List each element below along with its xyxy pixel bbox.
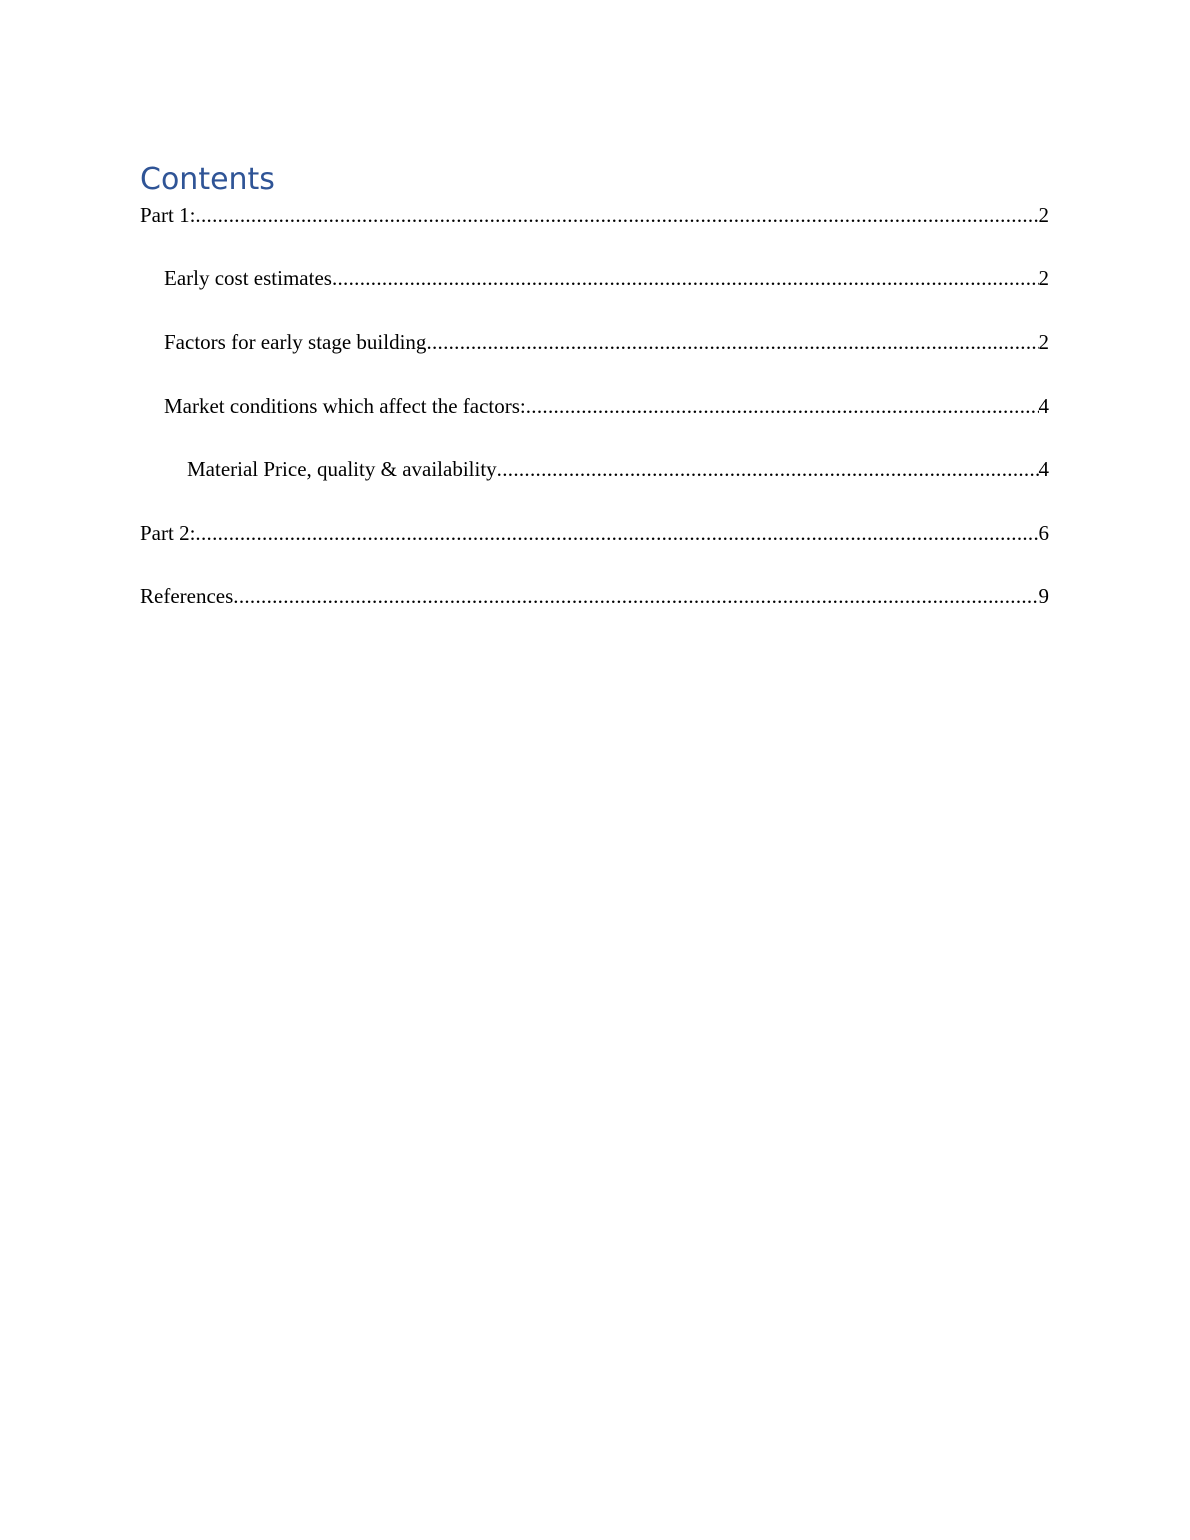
dot-leader — [526, 391, 1039, 421]
toc-entry-part-2[interactable] — [140, 518, 1049, 548]
dot-leader — [195, 518, 1038, 548]
toc-entry-label: Part 2: — [140, 521, 196, 545]
toc-entry-page-number: 9 — [1038, 584, 1049, 608]
toc-entry-part-1[interactable] — [140, 200, 1049, 230]
dot-leader — [233, 581, 1038, 611]
toc-entry-material-price[interactable] — [140, 454, 1049, 484]
toc-entry-page-number: 6 — [1038, 521, 1049, 545]
toc-entry-label: Material Price, quality & availability — [187, 457, 497, 481]
toc-entry-label: Part 1: — [140, 203, 196, 227]
dot-leader — [195, 200, 1038, 230]
dot-leader — [426, 327, 1038, 357]
toc-entry-label: Market conditions which affect the factors: — [164, 394, 526, 418]
toc-entry-page-number: 2 — [1038, 330, 1049, 354]
toc-entry-page-number: 4 — [1038, 457, 1049, 481]
toc-entry-page-number: 2 — [1038, 266, 1049, 290]
toc-entry-label: Early cost estimates — [164, 266, 332, 290]
toc-entry-factors-early-stage[interactable] — [140, 327, 1049, 357]
toc-entry-label: Factors for early stage building — [164, 330, 427, 354]
toc-entry-page-number: 4 — [1038, 394, 1049, 418]
dot-leader — [332, 263, 1039, 293]
toc-entry-label: References — [140, 584, 234, 608]
toc-entry-market-conditions[interactable] — [140, 391, 1049, 421]
dot-leader — [497, 454, 1039, 484]
toc-entry-page-number: 2 — [1038, 203, 1049, 227]
toc-entry-references[interactable] — [140, 581, 1049, 611]
toc-entry-early-cost-estimates[interactable] — [140, 263, 1049, 293]
toc-heading: Contents — [140, 162, 275, 197]
